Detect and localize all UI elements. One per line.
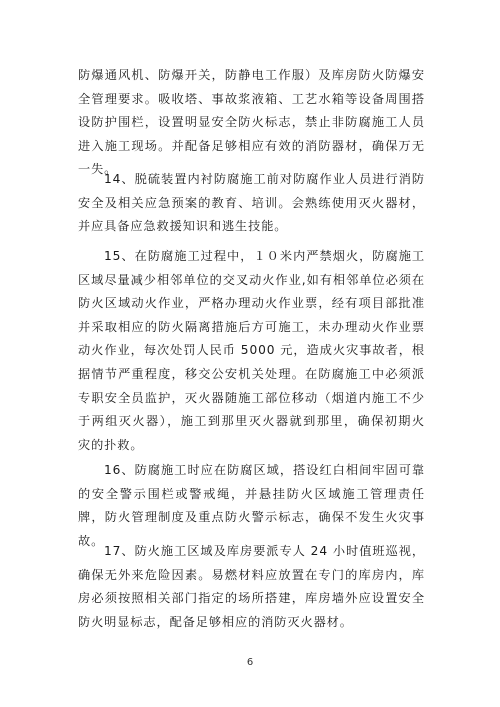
paragraph-item-14: 14、脱硫装置内衬防腐施工前对防腐作业人员进行消防安全及相关应急预案的教育、培训。会熟练使用灭火器材，并应具备应急救援知识和逃生技能。: [78, 172, 425, 234]
page-number: 6: [246, 657, 254, 668]
paragraph-item-16: 16、防腐施工时应在防腐区域，搭设红白相间牢固可靠的安全警示围栏或警戒绳，并悬挂防火区域施工管理责任牌，防火管理制度及重点防火警示标志，确保不发生火灾事故。: [78, 463, 425, 548]
paragraph-item-15: 15、在防腐施工过程中，１０米内严禁烟火，防腐施工区域尽量减少相邻单位的交叉动火作业,如有相邻单位必须在防火区域动火作业，严格办理动火作业票，经有项目部批准并采取相应的防火隔离措施后方可施工，未办理动火作业票动火作业，每次处罚人民币 5000 元，造成火灾事故者，根据情节严重程度，移交公安机关处理。在防腐施工中必须派专职安全员监护，灭火器随施工部位移动（烟道内施工不少于两组灭火器），施工到那里灭火器就到那里，确保初期火灾的扑救。: [78, 249, 425, 452]
paragraph-fire-safety-continuation: 防爆通风机、防爆开关，防静电工作服）及库房防火防爆安全管理要求。吸收塔、事故浆液箱、工艺水箱等设备周围搭设防护围栏，设置明显安全防火标志，禁止非防腐施工人员进入施工现场。并配备足够相应有效的消防器材，确保万无一失。: [78, 68, 425, 177]
paragraph-item-17: 17、防火施工区域及库房要派专人 24 小时值班巡视，确保无外来危险因素。易燃材料应放置在专门的库房内，库房必须按照相关部门指定的场所搭建，库房墙外应设置安全防火明显标志，配备足够相应的消防灭火器材。: [78, 544, 425, 629]
